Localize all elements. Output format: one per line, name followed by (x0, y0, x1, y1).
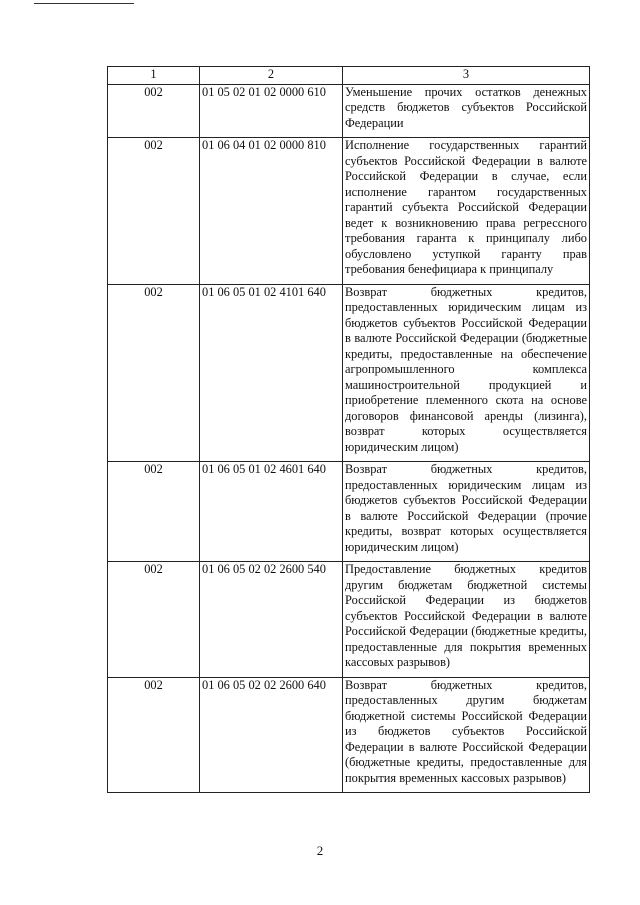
kbk-code-cell: 01 06 05 01 02 4601 640 (200, 462, 343, 562)
kbk-code-cell: 01 06 05 02 02 2600 540 (200, 562, 343, 678)
description-cell: Возврат бюджетных кредитов, предоставленных юридическим лицам из бюджетов субъектов Российской Федерации в валюте Российской Федерации (прочие кредиты, возврат которых осуществляется юридическим лицом) (343, 462, 590, 562)
description-cell: Предоставление бюджетных кредитов другим бюджетам бюджетной системы Российской Федерации из бюджетов субъектов Российской Федерации в валюте Российской Федерации (бюджетные кредиты, предоставленные для покрытия временных кассовых разрывов) (343, 562, 590, 678)
admin-code-cell: 002 (108, 84, 200, 138)
admin-code-cell: 002 (108, 677, 200, 793)
description-cell: Возврат бюджетных кредитов, предоставленных юридическим лицам из бюджетов субъектов Российской Федерации в валюте Российской Федерации (бюджетные кредиты, предоставленные на обеспечение агропромышленного комплекса машиностроительной продукцией и приобретение племенного скота на основе договоров финансовой аренды (лизинга), возврат которых осуществляется юридическим лицом) (343, 284, 590, 462)
table-row (108, 677, 590, 793)
admin-code-cell: 002 (108, 138, 200, 285)
table-row (108, 284, 590, 462)
table-row (108, 462, 590, 562)
admin-code-cell: 002 (108, 284, 200, 462)
top-rule (34, 3, 134, 4)
kbk-code-cell: 01 06 04 01 02 0000 810 (200, 138, 343, 285)
table-row (108, 562, 590, 678)
column-header-3: 3 (343, 67, 590, 85)
admin-code-cell: 002 (108, 462, 200, 562)
page-number: 2 (316, 843, 324, 858)
column-header-2: 2 (200, 67, 343, 85)
kbk-code-cell: 01 06 05 01 02 4101 640 (200, 284, 343, 462)
kbk-code-cell: 01 05 02 01 02 0000 610 (200, 84, 343, 138)
table-row (108, 138, 590, 285)
table-header-row (108, 67, 590, 85)
description-cell: Исполнение государственных гарантий субъектов Российской Федерации в валюте Российской Федерации в случае, если исполнение гарантом государственных гарантий субъекта Российской Федерации ведет к возникновению права регрессного требования гаранта к принципалу либо обусловлено уступкой гаранту прав требования бенефициара к принципалу (343, 138, 590, 285)
budget-classification-table (107, 66, 590, 793)
column-header-1: 1 (108, 67, 200, 85)
description-cell: Возврат бюджетных кредитов, предоставленных другим бюджетам бюджетной системы Российской Федерации из бюджетов субъектов Российской Федерации в валюте Российской Федерации (бюджетные кредиты, предоставленные для покрытия временных кассовых разрывов) (343, 677, 590, 793)
kbk-code-cell: 01 06 05 02 02 2600 640 (200, 677, 343, 793)
description-cell: Уменьшение прочих остатков денежных средств бюджетов субъектов Российской Федерации (343, 84, 590, 138)
admin-code-cell: 002 (108, 562, 200, 678)
table-row (108, 84, 590, 138)
